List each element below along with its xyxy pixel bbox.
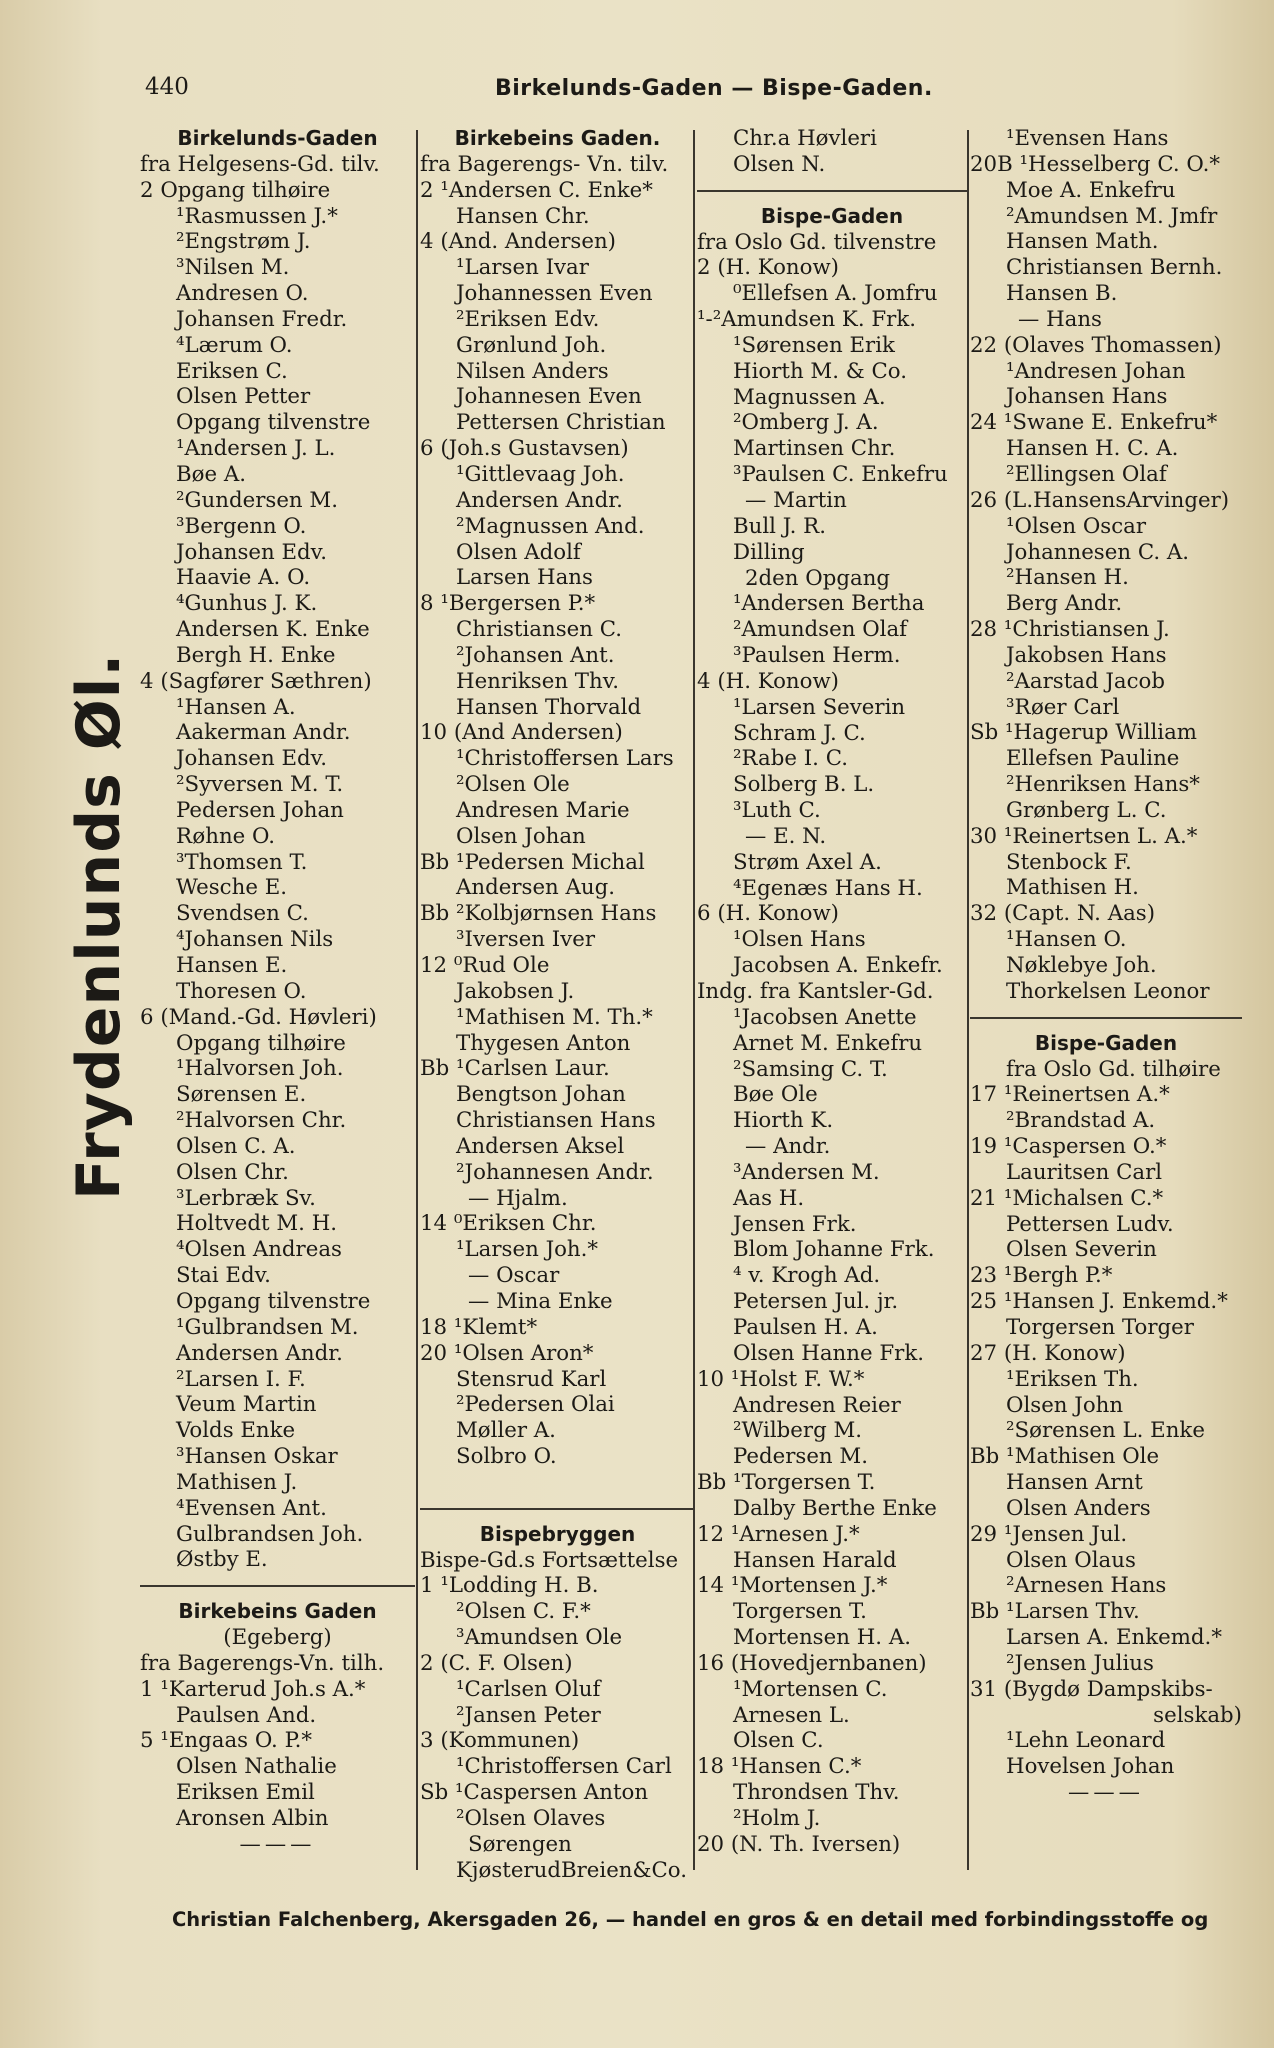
directory-entry: Johannesen Even [456,384,642,410]
directory-entry: Paulsen H. A. [733,1314,878,1340]
directory-entry: 28 ¹Christiansen J. [970,617,1170,643]
street-heading: Birkebeins Gaden [178,1599,377,1624]
directory-entry: Olsen C. [733,1728,824,1754]
directory-entry: Sb ¹Caspersen Anton [420,1780,649,1806]
directory-entry: 4 (Sagfører Sæthren) [140,668,372,694]
directory-entry: Hansen Math. [1006,229,1159,255]
directory-entry: Opgang tilhøire [176,1030,346,1056]
directory-entry [420,1470,695,1496]
directory-entry: Bergh H. Enke [176,642,336,668]
directory-entry: Hiorth M. & Co. [733,358,908,384]
directory-entry: Grønlund Joh. [456,332,607,358]
directory-entry: Østby E. [176,1547,268,1573]
directory-entry: 3 (Kommunen) [420,1728,580,1754]
directory-entry: 2 (C. F. Olsen) [420,1650,573,1676]
directory-entry: 25 ¹Hansen J. Enkemd.* [970,1289,1228,1315]
directory-entry: Andersen Aug. [456,875,616,901]
directory-entry: Solberg B. L. [733,772,875,798]
directory-entry: ²Sørensen L. Enke [1006,1418,1205,1444]
directory-entry: Eriksen C. [176,358,288,384]
directory-entry: Holtvedt M. H. [176,1211,338,1237]
directory-entry: 30 ¹Reinertsen L. A.* [970,823,1198,849]
directory-entry: fra Oslo Gd. tilvenstre [697,229,937,255]
directory-entry: Andresen O. [176,281,309,307]
directory-entry: — Andr. [745,1134,831,1160]
directory-entry: Paulsen And. [176,1702,317,1728]
directory-entry: Sb ¹Hagerup William [970,720,1197,746]
directory-entry: Olsen Hanne Frk. [733,1340,924,1366]
directory-entry: Andresen Marie [456,797,630,823]
directory-entry: ¹Olsen Hans [733,927,866,953]
directory-entry: ³Lerbræk Sv. [176,1185,316,1211]
directory-entry: 27 (H. Konow) [970,1340,1126,1366]
directory-entry: 32 (Capt. N. Aas) [970,901,1156,927]
directory-entry: — Mina Enke [468,1288,613,1314]
directory-entry: Torgersen T. [733,1599,867,1625]
directory-entry: ²Pedersen Olai [456,1392,615,1418]
directory-entry: Stenbock F. [1006,849,1132,875]
directory-entry: ¹Evensen Hans [1006,126,1169,151]
directory-entry: ³Hansen Oskar [176,1444,338,1470]
directory-entry: — Hans [1018,306,1102,332]
directory-entry: Opgang tilvenstre [176,1288,371,1314]
directory-entry: ¹Christoffersen Lars [456,746,674,772]
directory-entry: Jakobsen Hans [1006,642,1167,668]
directory-entry: ¹Lehn Leonard [1006,1728,1166,1754]
directory-entry: 4 (H. Konow) [697,668,839,694]
directory-entry: Ellefsen Pauline [1006,746,1180,772]
directory-entry: ¹Sørensen Erik [733,332,895,358]
directory-entry: — Martin [745,487,847,513]
directory-entry: ⁴Johansen Nils [176,927,334,953]
directory-entry: 20 ¹Olsen Aron* [420,1340,594,1366]
directory-entry: ¹Andersen Bertha [733,591,925,617]
footer-advertisement: Christian Falchenberg, Akersgaden 26, — handel en gros & en detail med forbindingsstoffe og [172,1908,1209,1931]
directory-entry: 23 ¹Bergh P.* [970,1263,1113,1289]
directory-entry: 8 ¹Bergersen P.* [420,591,596,617]
section-rule [140,1585,415,1587]
directory-entry: Møller A. [456,1418,556,1444]
directory-entry: Andersen K. Enke [176,617,370,643]
directory-entry: ¹Gittlevaag Joh. [456,461,625,487]
directory-entry: 22 (Olaves Thomassen) [970,332,1222,358]
directory-entry: ²Arnesen Hans [1006,1573,1167,1599]
directory-entry: Pedersen Johan [176,797,344,823]
directory-entry: Jensen Frk. [733,1211,857,1237]
directory-entry: Jacobsen A. Enkefr. [733,953,943,979]
directory-entry: ²Larsen I. F. [176,1366,306,1392]
directory-entry: 2den Opgang [745,565,891,591]
directory-entry: Dilling [733,539,805,565]
directory-entry: Johansen Edv. [176,746,327,772]
directory-entry: ²Gundersen M. [176,487,338,513]
directory-entry: Olsen Severin [1006,1237,1157,1263]
directory-entry: Hansen H. C. A. [1006,436,1179,462]
directory-entry: Martinsen Chr. [733,436,896,462]
directory-entry: ²Brandstad A. [1006,1108,1156,1134]
directory-entry: ¹Andresen Johan [1006,358,1186,384]
directory-entry: ⁴Gunhus J. K. [176,591,318,617]
side-advertisement: Frydenlunds Øl. [64,652,134,1200]
directory-entry: Olsen N. [733,151,826,177]
directory-entry: fra Bagerengs- Vn. tilv. [420,151,669,177]
directory-entry: ²Eriksen Edv. [456,306,600,332]
street-heading: Bispe-Gaden [1034,1030,1178,1055]
directory-entry: ²Magnussen And. [456,513,645,539]
directory-entry: Andersen Andr. [176,1340,343,1366]
directory-entry: Berg Andr. [1006,591,1123,617]
directory-entry: Bull J. R. [733,513,826,539]
directory-entry: ²Hansen H. [1006,565,1129,591]
directory-entry: ⁴Lærum O. [176,332,293,358]
directory-entry: Petersen Jul. jr. [733,1289,899,1315]
directory-entry: ¹Larsen Severin [733,694,906,720]
directory-entry: ¹-²Amundsen K. Frk. [697,307,917,333]
directory-entry: ³Thomsen T. [176,849,308,875]
directory-entry: Bb ¹Larsen Thv. [970,1599,1140,1625]
directory-entry: Bengtson Johan [456,1082,626,1108]
directory-entry: Olsen John [1006,1392,1124,1418]
directory-entry: ¹Gulbrandsen M. [176,1314,359,1340]
street-heading: Bispe-Gaden [760,203,904,228]
directory-entry: Nøklebye Joh. [1006,953,1157,978]
directory-entry: 2 Opgang tilhøire [140,177,331,203]
directory-entry: Wesche E. [176,875,288,901]
directory-entry: ¹Andersen J. L. [176,436,336,462]
directory-entry: Pettersen Ludv. [1006,1211,1174,1237]
directory-entry: Moe A. Enkefru [1006,177,1176,203]
directory-entry: Torgersen Torger [1006,1314,1194,1340]
directory-entry: Aakerman Andr. [176,720,351,746]
directory-entry: Grønberg L. C. [1006,797,1167,823]
directory-entry: Thorkelsen Leonor [1006,978,1210,1004]
directory-entry: Stai Edv. [176,1263,271,1289]
directory-entry: ⁴Olsen Andreas [176,1237,342,1263]
directory-entry: 18 ¹Hansen C.* [697,1754,862,1780]
directory-entry: Bøe Ole [733,1082,818,1108]
directory-entry: Solbro O. [456,1444,557,1470]
directory-entry: ¹Jacobsen Anette [733,1004,917,1030]
directory-entry: Eriksen Emil [176,1780,315,1806]
directory-entry: Andresen Reier [733,1392,901,1418]
directory-entry: Thoresen O. [176,978,307,1004]
directory-entry: ¹Hansen O. [1006,927,1127,953]
directory-entry: Olsen Petter [176,384,311,410]
directory-entry: 2 (H. Konow) [697,255,839,281]
directory-entry: ²Samsing C. T. [733,1056,888,1082]
directory-entry: Thygesen Anton [456,1030,631,1056]
directory-entry: — E. N. [745,823,827,849]
directory-entry: Christiansen Bernh. [1006,255,1223,281]
directory-entry: Hiorth K. [733,1108,834,1134]
directory-entry: 2 ¹Andersen C. Enke* [420,177,653,203]
directory-entry: Johannessen Even [456,281,653,307]
directory-entry: ²Aarstad Jacob [1006,668,1165,694]
directory-entry: Blom Johanne Frk. [733,1237,935,1263]
directory-entry: ²Holm J. [733,1806,821,1831]
directory-entry: Hansen Thorvald [456,694,642,720]
directory-entry: Johansen Edv. [176,539,327,565]
directory-entry: ²Engstrøm J. [176,229,311,255]
directory-entry: ²Amundsen Olaf [733,617,908,643]
directory-entry: ¹Mortensen C. [733,1676,888,1702]
directory-entry: ¹Mathisen M. Th.* [456,1004,653,1030]
street-heading: Birkebeins Gaden. [454,126,661,150]
directory-entry: Olsen Adolf [456,539,581,565]
street-heading: Birkelunds-Gaden [177,126,378,150]
directory-entry: Pedersen M. [733,1444,868,1470]
directory-entry: Mortensen H. A. [733,1625,911,1651]
directory-entry: — Oscar [468,1263,560,1289]
directory-entry: Bb ²Kolbjørnsen Hans [420,901,657,927]
directory-entry: ²Olsen Olaves [456,1806,606,1831]
directory-entry: ⁰Ellefsen A. Jomfru [733,281,938,307]
directory-entry: ³Paulsen C. Enkefru [733,462,948,488]
directory-entry: Røhne O. [176,823,276,849]
directory-entry: Chr.a Høvleri [733,126,877,151]
directory-entry: Indg. fra Kantsler-Gd. [697,979,934,1004]
directory-entry: ²Jensen Julius [1006,1650,1154,1676]
directory-entry: Henriksen Thv. [456,668,620,694]
directory-entry: Hansen Arnt [1006,1470,1143,1496]
directory-entry: KjøsterudBreien&Co. [456,1857,687,1883]
directory-entry: ³Luth C. [733,798,821,824]
directory-entry: Hansen B. [1006,281,1118,307]
section-rule [970,1017,1242,1019]
directory-entry: Olsen Anders [1006,1495,1151,1521]
directory-entry: ³Iversen Iver [456,927,596,953]
column-4 [970,126,1242,1806]
directory-entry: Bb ¹Torgersen T. [697,1470,876,1496]
directory-entry: Aronsen Albin [176,1806,329,1831]
column-divider [416,130,418,1870]
directory-entry: Sørengen [468,1831,572,1857]
directory-entry: Andersen Andr. [456,487,623,513]
directory-entry: 31 (Bygdø Dampskibs- [970,1676,1213,1702]
directory-entry: Andersen Aksel [456,1133,625,1159]
directory-entry: ⁴Egenæs Hans H. [733,875,923,901]
directory-entry: ²Henriksen Hans* [1006,772,1200,798]
directory-entry: Schram J. C. [733,720,866,746]
directory-entry: Magnussen A. [733,384,886,410]
directory-entry: Sørensen E. [176,1082,307,1108]
directory-entry: 10 (And Andersen) [420,720,623,746]
directory-entry: Throndsen Thv. [733,1780,900,1806]
directory-entry: 1 ¹Lodding H. B. [420,1573,599,1599]
directory-entry: 26 (L.HansensArvinger) [970,487,1230,513]
directory-entry: ¹Hansen A. [176,694,296,720]
directory-entry: ——— [239,1831,316,1857]
directory-entry: 19 ¹Caspersen O.* [970,1134,1167,1160]
directory-entry: ²Olsen C. F.* [456,1599,591,1625]
directory-entry: 14 ¹Mortensen J.* [697,1573,888,1599]
directory-entry: Bb ¹Mathisen Ole [970,1444,1160,1470]
directory-entry: 6 (Mand.-Gd. Høvleri) [140,1004,377,1030]
column-1 [140,126,415,1858]
directory-entry: ³Paulsen Herm. [733,643,901,669]
directory-entry: Haavie A. O. [176,565,311,591]
directory-entry: — Hjalm. [468,1185,568,1211]
directory-entry: 20B ¹Hesselberg C. O.* [970,151,1221,177]
directory-entry: 4 (And. Andersen) [420,229,616,255]
directory-entry: Mathisen J. [176,1469,298,1495]
running-header-title: Birkelunds-Gaden — Bispe-Gaden. [495,76,933,101]
street-heading: Bispebryggen [479,1521,636,1546]
directory-entry: 5 ¹Engaas O. P.* [140,1728,313,1754]
directory-entry: 21 ¹Michalsen C.* [970,1185,1164,1211]
directory-entry: ²Olsen Ole [456,772,570,798]
directory-entry: 24 ¹Swane E. Enkefru* [970,410,1218,436]
directory-entry: ³Andersen M. [733,1159,880,1185]
directory-entry: fra Helgesens-Gd. tilv. [140,151,380,177]
directory-entry: Christiansen Hans [456,1108,656,1134]
directory-entry: Strøm Axel A. [733,849,882,875]
directory-entry: ²Johansen Ant. [456,642,615,668]
directory-entry: ¹Larsen Joh.* [456,1237,599,1263]
directory-entry: Olsen Johan [456,823,586,849]
section-rule [697,190,967,192]
directory-entry: Hansen Harald [733,1547,897,1573]
directory-entry: Bøe A. [176,461,246,487]
directory-entry: (Egeberg) [223,1625,332,1651]
directory-entry: Johannesen C. A. [1006,539,1190,565]
directory-entry: ²Johannesen Andr. [456,1159,654,1185]
directory-entry: ²Ellingsen Olaf [1006,461,1167,487]
directory-entry: ²Syversen M. T. [176,772,344,798]
directory-entry: Olsen C. A. [176,1133,296,1159]
directory-entry: Volds Enke [176,1418,296,1444]
directory-entry: ²Omberg J. A. [733,410,879,436]
directory-entry: 6 (Joh.s Gustavsen) [420,436,629,462]
directory-entry: Veum Martin [176,1392,317,1418]
directory-entry: 12 ¹Arnesen J.* [697,1521,860,1547]
directory-entry: Opgang tilvenstre [176,410,371,436]
directory-entry: ¹Olsen Oscar [1006,513,1147,539]
directory-entry: Arnesen L. [733,1702,850,1728]
directory-entry: ³Nilsen M. [176,255,290,281]
directory-entry: Bb ¹Carlsen Laur. [420,1056,610,1082]
directory-entry: 1 ¹Karterud Joh.s A.* [140,1676,366,1702]
directory-entry: Johansen Fredr. [176,306,348,332]
directory-entry: Bispe-Gd.s Fortsættelse [420,1547,679,1573]
directory-entry: Olsen Nathalie [176,1754,337,1780]
directory-entry: Hansen Chr. [456,203,590,229]
directory-entry: Dalby Berthe Enke [733,1495,937,1521]
directory-entry: ¹Carlsen Oluf [456,1676,601,1702]
column-2 [420,126,695,1884]
directory-entry: Larsen Hans [456,565,593,591]
directory-entry: Christiansen C. [456,617,623,643]
directory-entry: ——— [1068,1780,1144,1806]
directory-entry: 20 (N. Th. Iversen) [697,1831,901,1857]
directory-entry: Hansen E. [176,953,288,978]
directory-entry: ¹Eriksen Th. [1006,1366,1139,1392]
page-number: 440 [145,74,189,100]
directory-entry: Jakobsen J. [456,978,575,1004]
column-3 [697,126,967,1858]
directory-entry: selskab) [1153,1702,1242,1728]
section-rule [420,1508,695,1510]
directory-entry: ³Røer Carl [1006,694,1120,720]
directory-entry: Nilsen Anders [456,358,609,384]
directory-entry: ²Rabe I. C. [733,746,849,772]
directory-entry: ⁴ v. Krogh Ad. [733,1263,881,1289]
directory-entry: Hovelsen Johan [1006,1754,1175,1780]
directory-entry: Bb ¹Pedersen Michal [420,849,645,875]
directory-entry: Gulbrandsen Joh. [176,1521,364,1547]
directory-entry: 12 ⁰Rud Ole [420,953,550,978]
directory-entry: 16 (Hovedjernbanen) [697,1650,927,1676]
directory-entry: ⁴Evensen Ant. [176,1495,327,1521]
directory-entry: 17 ¹Reinertsen A.* [970,1082,1170,1108]
directory-entry: fra Bagerengs-Vn. tilh. [140,1650,385,1676]
directory-entry: Arnet M. Enkefru [733,1030,923,1056]
directory-entry: Olsen Chr. [176,1159,289,1185]
directory-entry: 29 ¹Jensen Jul. [970,1521,1128,1547]
directory-entry: ²Amundsen M. Jmfr [1006,203,1218,229]
directory-entry: Mathisen H. [1006,875,1139,901]
directory-entry: Johansen Hans [1006,384,1168,410]
directory-entry: ¹Halvorsen Joh. [176,1056,344,1082]
directory-entry: 10 ¹Holst F. W.* [697,1366,865,1392]
directory-entry: ¹Larsen Ivar [456,255,589,281]
directory-entry: ¹Christoffersen Carl [456,1754,672,1780]
directory-entry: fra Oslo Gd. tilhøire [1006,1056,1221,1082]
directory-entry: ¹Rasmussen J.* [176,203,338,229]
directory-entry: Svendsen C. [176,901,309,927]
directory-entry: Pettersen Christian [456,410,666,436]
directory-entry: 18 ¹Klemt* [420,1314,538,1340]
directory-entry: 6 (H. Konow) [697,901,839,927]
directory-entry: ²Halvorsen Chr. [176,1108,347,1134]
directory-entry: ³Bergenn O. [176,513,307,539]
directory-entry: ²Wilberg M. [733,1418,863,1444]
directory-entry: ²Jansen Peter [456,1702,601,1728]
directory-entry: Aas H. [733,1185,805,1211]
directory-entry: ³Amundsen Ole [456,1625,623,1651]
directory-entry: Stensrud Karl [456,1366,607,1392]
directory-entry: Larsen A. Enkemd.* [1006,1625,1222,1651]
column-divider [967,130,969,1870]
directory-entry: 14 ⁰Eriksen Chr. [420,1211,597,1237]
directory-entry: Olsen Olaus [1006,1547,1136,1573]
directory-entry: Lauritsen Carl [1006,1159,1163,1185]
